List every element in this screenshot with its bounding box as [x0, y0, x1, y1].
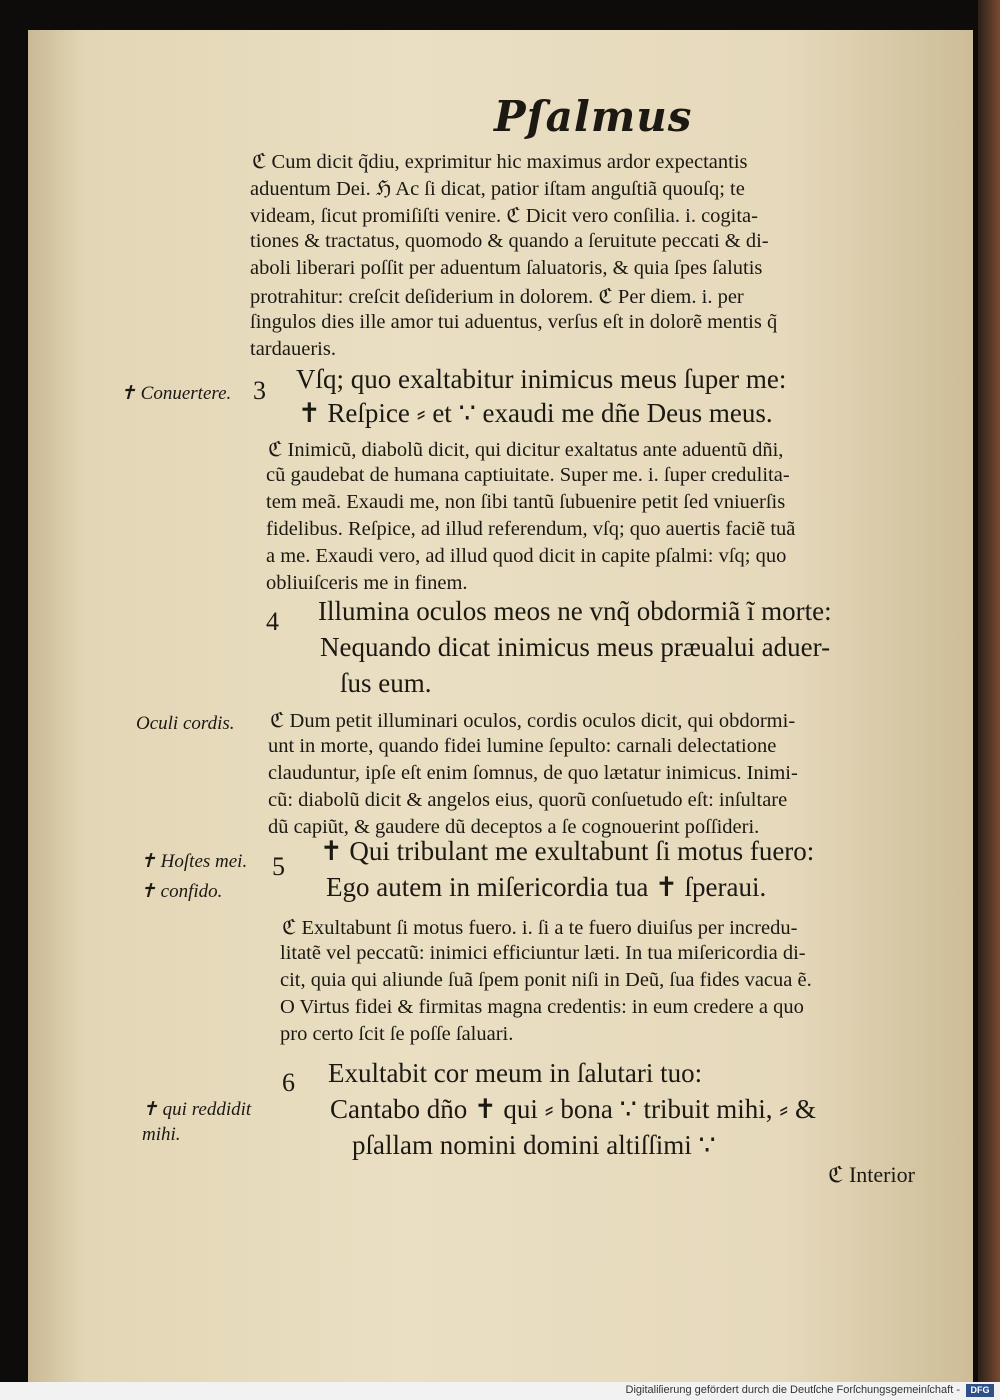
commentary-line: clauduntur, ipſe eſt enim ſomnus, de quo lætatur inimicus. Inimi- [268, 762, 798, 784]
running-header: Pſalmus [494, 92, 693, 141]
commentary-line: a me. Exaudi vero, ad illud quod dicit in capite pſalmi: vſq; quo [266, 545, 787, 567]
commentary-line: aboli liberari poſſit per aduentum ſaluatoris, & quia ſpes ſalutis [250, 257, 763, 279]
margin-note: ✝ qui reddidit [142, 1099, 252, 1120]
margin-note: ✝ Hoſtes mei. [140, 851, 248, 872]
commentary-line: obliuiſceris me in finem. [266, 572, 468, 594]
verse-line: Nequando dicat inimicus meus præualui aduer- [320, 632, 831, 662]
commentary-line: tardaueris. [250, 338, 336, 360]
verse-line: ✝ Qui tribulant me exultabunt ſi motus fuero: [320, 836, 815, 866]
verse-number: 6 [282, 1068, 295, 1097]
commentary-line: ℭ Inimicũ, diabolũ dicit, qui dicitur exaltatus ante aduentũ dñi, [268, 439, 784, 461]
catchword: ℭ Interior [828, 1162, 915, 1187]
verse-line: pſallam nomini domini altiſſimi ∵ [352, 1130, 716, 1160]
funding-notice: Digitaliſierung gefördert durch die Deutſche Forſchungsgemeinſchaft - [625, 1384, 960, 1396]
margin-note: mihi. [142, 1124, 181, 1145]
verse-line: ✝ Reſpice ⸗ et ∵ exaudi me dñe Deus meus. [298, 398, 773, 428]
verse-line: Cantabo dño ✝ qui ⸗ bona ∵ tribuit mihi, ⸗ & [330, 1094, 816, 1124]
verse-line: Ego autem in miſericordia tua ✝ ſperaui. [326, 872, 767, 902]
verse-number: 3 [253, 376, 266, 405]
commentary-line: ſingulos dies ille amor tui aduentus, verſus eſt in dolorẽ mentis q̃ [250, 311, 778, 333]
commentary-line: tiones & tractatus, quomodo & quando a ſeruitute peccati & di- [250, 230, 769, 252]
verse-line: ſus eum. [340, 668, 432, 698]
commentary-line: aduentum Dei. ℌ Ac ſi dicat, patior iſtam anguſtiã quouſq; te [250, 178, 745, 200]
commentary-line: ℭ Cum dicit q̃diu, exprimitur hic maximus ardor expectantis [252, 151, 748, 173]
commentary-line: videam, ſicut promiſiſti venire. ℭ Dicit vero conſilia. i. cogita- [250, 205, 758, 227]
margin-note: ✝ Conuertere. [120, 383, 232, 404]
commentary-line: cũ: diabolũ dicit & angelos eius, quorũ conſuetudo eſt: inſultare [268, 789, 788, 811]
commentary-line: unt in morte, quando fidei lumine ſepulto: carnali delectatione [268, 735, 777, 757]
commentary-line: ℭ Dum petit illuminari oculos, cordis oculos dicit, qui obdormi- [270, 710, 796, 732]
book-spine [978, 0, 1000, 1382]
margin-note: ✝ confido. [140, 881, 223, 902]
commentary-line: O Virtus fidei & firmitas magna credentis: in eum credere a quo [280, 996, 804, 1018]
commentary-line: cit, quia qui aliunde ſuã ſpem ponit niſi in Deũ, ſua fides vacua ẽ. [280, 969, 812, 991]
verse-line: Illumina oculos meos ne vnq̃ obdormiã ĩ morte: [318, 596, 832, 626]
commentary-line: litatẽ vel peccatũ: inimici efficiuntur læti. In tua miſericordia di- [280, 942, 806, 964]
verse-number: 4 [266, 607, 279, 636]
dfg-logo: DFG [966, 1384, 994, 1397]
commentary-line: fidelibus. Reſpice, ad illud referendum, vſq; quo auertis faciẽ tuã [266, 518, 796, 540]
commentary-line: pro certo ſcit ſe poſſe ſaluari. [280, 1023, 514, 1045]
verse-number: 5 [272, 852, 285, 881]
verse-line: Vſq; quo exaltabitur inimicus meus ſuper me: [296, 364, 787, 394]
commentary-line: tem meã. Exaudi me, non ſibi tantũ ſubuenire petit ſed vniuerſis [266, 491, 786, 513]
commentary-line: cũ gaudebat de humana captiuitate. Super me. i. ſuper credulita- [266, 464, 790, 486]
commentary-line: ℭ Exultabunt ſi motus fuero. i. ſi a te fuero diuiſus per incredu- [282, 917, 798, 939]
commentary-line: dũ capiũt, & gaudere dũ deceptos a ſe cognouerint poſſideri. [268, 816, 760, 838]
margin-note: Oculi cordis. [136, 713, 235, 734]
commentary-line: protrahitur: creſcit deſiderium in dolorem. ℭ Per diem. i. per [250, 286, 744, 308]
verse-line: Exultabit cor meum in ſalutari tuo: [328, 1058, 703, 1088]
